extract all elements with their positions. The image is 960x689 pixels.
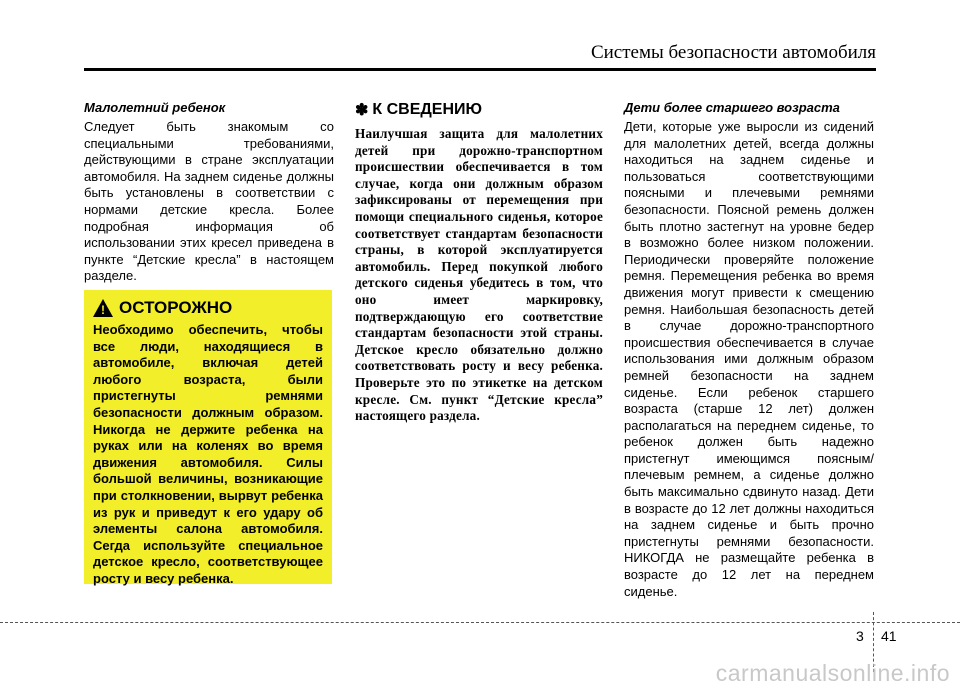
right-body-text: Дети, которые уже выросли из сидений для малолетних детей, всегда должны находиться на заднем сиденье и пользоваться соответствующими поясными и плечевыми ремнями безопасности. Поясной ремень должен быть плотно застегнут на уровне бедер в возможно более низком положении. Периодически проверяйте положение ремня. Перемещения ребенка во время движения могут привести к смещению ремня. Наибольшая безопасность детей в случае дорожно-транспортного происшествия обеспечивается в случае использования ими должным образом ремней безопасности на заднем сиденье. Если ребенок старшего возраста (старше 12 лет) должен располагаться на переднем сиденье, то ребенок должен быть надежно пристегнут имеющимся поясным/плечевым ремнем, а сиденье должно быть максимально сдвинуто назад. Дети в возрасте до 12 лет должны находиться на заднем сиденье и быть прочно пристегнуты ремнями безопасности. НИКОГДА не размещайте ребенка в возрасте до 12 лет на переднем сиденье. (624, 119, 874, 599)
footer-divider (0, 622, 960, 623)
warning-exclamation: ! (101, 303, 105, 317)
info-column (355, 100, 603, 425)
warning-text: Необходимо обеспечить, чтобы все люди, находящиеся в автомобиле, включая детей любого возраста, были пристегнуты ремнями безопасности должным образом. Никогда не держите ребенка на руках или на коленях во время движения автомобиля. Силы большой величины, возникающие при столкновении, вырвут ребенка из рук и приведут к его удару об элементы салона автомобиля. Сегда используйте специальное детское кресло, соответствующее росту и весу ребенка. (93, 322, 323, 586)
info-title: К СВЕДЕНИЮ (372, 101, 483, 118)
warning-box (84, 290, 332, 584)
warning-header (93, 298, 323, 318)
section-header-title: Системы безопасности автомобиля (590, 42, 876, 63)
header-divider (84, 68, 876, 71)
section-number: 3 (856, 628, 864, 644)
warning-title: ОСТОРОЖНО (119, 298, 233, 317)
info-star-icon: ✽ (355, 102, 369, 119)
watermark-text: carmanualsonline.info (715, 660, 950, 686)
warning-triangle-icon (93, 299, 113, 317)
left-subtitle: Малолетний ребенок (84, 100, 226, 115)
left-body-text: Следует быть знакомым со специальными требованиями, действующими в стране эксплуатации автомобиля. На заднем сиденье должны быть установлены в соответствии с нормами детские кресла. Более подробная информация об использовании этих кресел приведена в пункте “Детские кресла” в настоящем разделе. (84, 119, 334, 284)
left-column (84, 100, 334, 285)
info-header (355, 100, 603, 120)
page-number: 41 (881, 628, 897, 644)
info-text: Наилучшая защита для малолетних детей при дорожно-транспортном происшествии обеспечивается в том случае, когда они должным образом зафиксированы от перемещения при помощи специального сиденья, которое соответствует стандартам безопасности страны, в которой эксплуатируется автомобиль. Перед покупкой любого детского сиденья убедитесь в том, что оно имеет маркировку, подтверждающую его соответствие стандартам безопасности этой страны. Детское кресло обязательно должно соответствовать росту и весу ребенка. Проверьте это по этикетке на детском кресле. См. пункт “Детские кресла” настоящего раздела. (355, 126, 603, 424)
right-column (624, 100, 874, 600)
right-subtitle: Дети более старшего возраста (624, 100, 840, 115)
